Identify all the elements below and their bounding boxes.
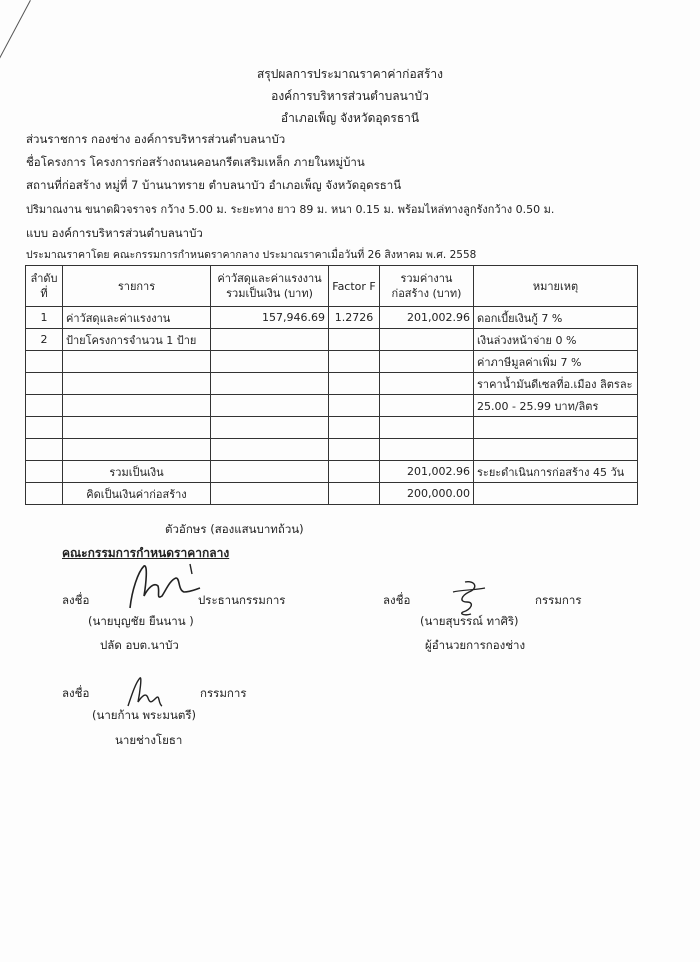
- row-total: [380, 439, 474, 461]
- row-total: [380, 329, 474, 351]
- cost-label: คิดเป็นเงินค่าก่อสร้าง: [63, 483, 211, 505]
- row-factor: [329, 417, 380, 439]
- header-line-3: อำเภอเพ็ญ จังหวัดอุดรธานี: [280, 111, 420, 125]
- member1-name: (นายสุบรรณ์ ทาศิริ): [420, 614, 519, 628]
- table-row: [26, 307, 638, 329]
- sum-material-cell: [211, 461, 329, 483]
- cost-table: [25, 265, 638, 505]
- row-material-labor: [211, 373, 329, 395]
- chair-signature-image: [118, 560, 208, 615]
- row-remark: เงินล่วงหน้าจ่าย 0 %: [474, 329, 638, 351]
- row-total: [380, 417, 474, 439]
- row-no: [26, 417, 63, 439]
- row-item: [63, 351, 211, 373]
- table-row: [26, 373, 638, 395]
- header-material-labor: ค่าวัสดุและค่าแรงงาน รวมเป็นเงิน (บาท): [211, 266, 329, 307]
- design-line: แบบ องค์การบริหารส่วนตำบลนาบัว: [26, 226, 203, 240]
- row-item: [63, 417, 211, 439]
- row-material-labor: [211, 395, 329, 417]
- member2-signature-image: [122, 672, 167, 712]
- estimate-by-line: ประมาณราคาโดย คณะกรรมการกำหนดราคากลาง ประมาณราคาเมื่อวันที่ 26 สิงหาคม พ.ศ. 2558: [26, 249, 477, 261]
- sum-factor-cell: [329, 461, 380, 483]
- table-row: [26, 329, 638, 351]
- cost-factor-cell: [329, 483, 380, 505]
- row-item: [63, 395, 211, 417]
- row-item: ป้ายโครงการจำนวน 1 ป้าย: [63, 329, 211, 351]
- sum-total: 201,002.96: [380, 461, 474, 483]
- row-no: [26, 439, 63, 461]
- table-row: [26, 439, 638, 461]
- table-row: [26, 351, 638, 373]
- amount-in-words: ตัวอักษร (สองแสนบาทถ้วน): [165, 522, 304, 536]
- row-no: 2: [26, 329, 63, 351]
- row-material-labor: [211, 329, 329, 351]
- row-item: [63, 439, 211, 461]
- row-material-labor: [211, 439, 329, 461]
- member1-role: กรรมการ: [535, 593, 582, 607]
- scan-edge-line: [0, 0, 31, 67]
- table-row: [26, 417, 638, 439]
- header-remark: หมายเหตุ: [474, 266, 638, 307]
- header-factor: Factor F: [329, 266, 380, 307]
- cost-material-cell: [211, 483, 329, 505]
- row-no: [26, 373, 63, 395]
- chair-sign-label: ลงชื่อ: [62, 593, 90, 607]
- header-item: รายการ: [63, 266, 211, 307]
- cost-total: 200,000.00: [380, 483, 474, 505]
- location-line: สถานที่ก่อสร้าง หมู่ที่ 7 บ้านนาทราย ตำบลนาบัว อำเภอเพ็ญ จังหวัดอุดรธานี: [26, 178, 402, 192]
- sum-row: [26, 461, 638, 483]
- chair-name: (นายบุญชัย ยืนนาน ): [88, 614, 194, 628]
- row-remark: ค่าภาษีมูลค่าเพิ่ม 7 %: [474, 351, 638, 373]
- chair-role: ประธานกรรมการ: [198, 593, 286, 607]
- quantity-line: ปริมาณงาน ขนาดผิวจราจร กว้าง 5.00 ม. ระยะทาง ยาว 89 ม. หนา 0.15 ม. พร้อมไหล่ทางลูกรังกว้าง 0.50 ม.: [26, 203, 555, 216]
- table-header-row: [26, 266, 638, 307]
- row-factor: [329, 373, 380, 395]
- cost-remark-cell: [474, 483, 638, 505]
- member2-position: นายช่างโยธา: [115, 733, 183, 747]
- row-factor: [329, 329, 380, 351]
- row-factor: [329, 351, 380, 373]
- row-factor: [329, 395, 380, 417]
- member1-signature-image: [445, 578, 490, 618]
- sum-remark: ระยะดำเนินการก่อสร้าง 45 วัน: [474, 461, 638, 483]
- row-total: [380, 351, 474, 373]
- member2-sign-label: ลงชื่อ: [62, 686, 90, 700]
- member2-role: กรรมการ: [200, 686, 247, 700]
- row-remark: ราคาน้ำมันดีเซลที่อ.เมือง ลิตรละ: [474, 373, 638, 395]
- header-total: รวมค่างานก่อสร้าง (บาท): [380, 266, 474, 307]
- row-factor: [329, 439, 380, 461]
- row-total: [380, 373, 474, 395]
- header-line-1: สรุปผลการประมาณราคาค่าก่อสร้าง: [256, 67, 444, 81]
- agency-line: ส่วนราชการ กองช่าง องค์การบริหารส่วนตำบลนาบัว: [26, 132, 286, 146]
- table-row: [26, 395, 638, 417]
- row-total: [380, 395, 474, 417]
- member1-sign-label: ลงชื่อ: [383, 593, 411, 607]
- chair-position: ปลัด อบต.นาบัว: [100, 638, 179, 652]
- member1-position: ผู้อำนวยการกองช่าง: [425, 638, 526, 652]
- row-material-labor: [211, 351, 329, 373]
- row-remark: [474, 439, 638, 461]
- row-item: ค่าวัสดุและค่าแรงงาน: [63, 307, 211, 329]
- row-total: 201,002.96: [380, 307, 474, 329]
- row-remark: ดอกเบี้ยเงินกู้ 7 %: [474, 307, 638, 329]
- sum-no-cell: [26, 461, 63, 483]
- row-remark: [474, 417, 638, 439]
- row-material-labor: 157,946.69: [211, 307, 329, 329]
- row-material-labor: [211, 417, 329, 439]
- member2-name: (นายก้าน พระมนตรี): [92, 708, 196, 722]
- sum-label: รวมเป็นเงิน: [63, 461, 211, 483]
- row-remark: 25.00 - 25.99 บาท/ลิตร: [474, 395, 638, 417]
- row-factor: 1.2726: [329, 307, 380, 329]
- construction-cost-row: [26, 483, 638, 505]
- project-line: ชื่อโครงการ โครงการก่อสร้างถนนคอนกรีตเสริมเหล็ก ภายในหมู่บ้าน: [26, 155, 365, 169]
- header-no: ลำดับที่: [26, 266, 63, 307]
- row-no: [26, 351, 63, 373]
- row-no: 1: [26, 307, 63, 329]
- header-line-2: องค์การบริหารส่วนตำบลนาบัว: [271, 89, 429, 103]
- row-no: [26, 395, 63, 417]
- committee-title: คณะกรรมการกำหนดราคากลาง: [62, 546, 230, 560]
- row-item: [63, 373, 211, 395]
- cost-no-cell: [26, 483, 63, 505]
